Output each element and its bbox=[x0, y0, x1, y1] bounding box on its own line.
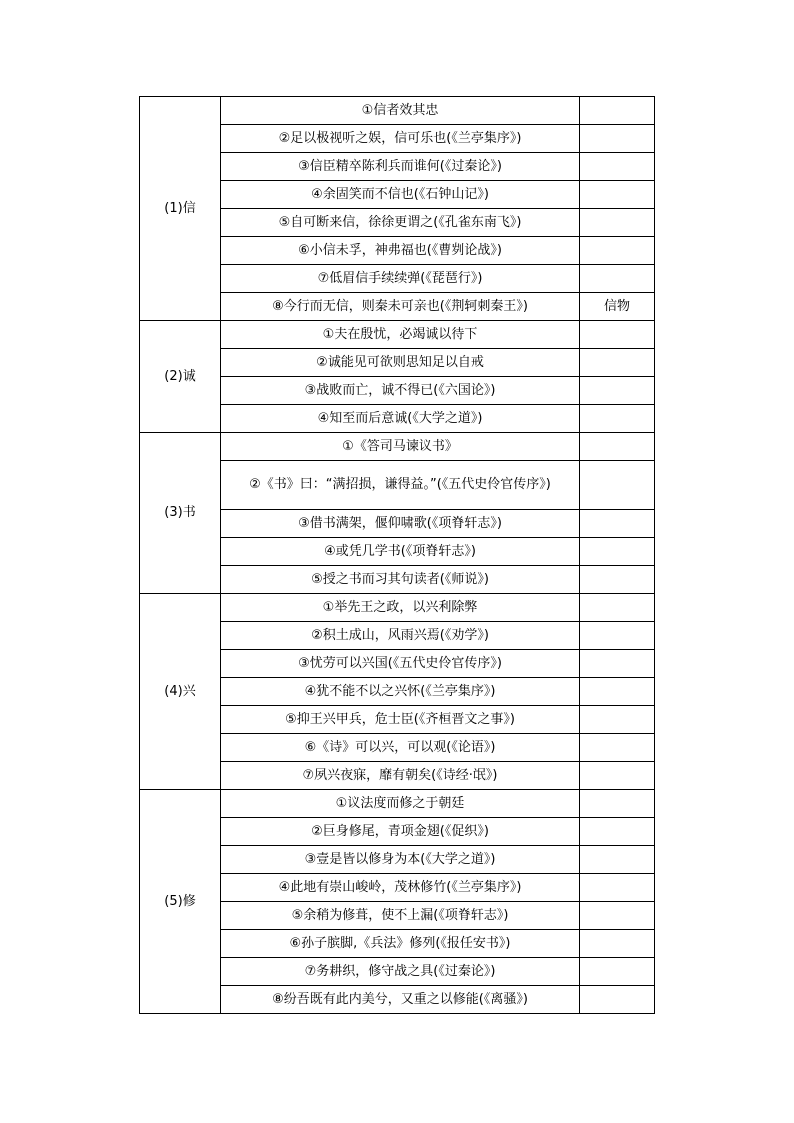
meaning-cell bbox=[580, 97, 655, 125]
example-sentence-cell: ③战败而亡，诚不得已(《六国论》) bbox=[221, 377, 580, 405]
meaning-cell bbox=[580, 153, 655, 181]
meaning-cell: 信物 bbox=[580, 293, 655, 321]
example-sentence-cell: ⑤授之书而习其句读者(《师说》) bbox=[221, 566, 580, 594]
meaning-cell bbox=[580, 874, 655, 902]
meaning-cell bbox=[580, 650, 655, 678]
meaning-cell bbox=[580, 566, 655, 594]
example-sentence-cell: ⑥小信未孚，神弗福也(《曹刿论战》) bbox=[221, 237, 580, 265]
meaning-cell bbox=[580, 461, 655, 510]
meaning-cell bbox=[580, 818, 655, 846]
example-sentence-cell: ⑤抑王兴甲兵，危士臣(《齐桓晋文之事》) bbox=[221, 706, 580, 734]
meaning-cell bbox=[580, 510, 655, 538]
example-sentence-cell: ②诚能见可欲则思知足以自戒 bbox=[221, 349, 580, 377]
example-sentence-cell: ⑦低眉信手续续弹(《琵琶行》) bbox=[221, 265, 580, 293]
example-sentence-cell: ⑤余稍为修葺，使不上漏(《项脊轩志》) bbox=[221, 902, 580, 930]
meaning-cell bbox=[580, 377, 655, 405]
keyword-cell: (3)书 bbox=[140, 433, 221, 594]
example-sentence-cell: ③信臣精卒陈利兵而谁何(《过秦论》) bbox=[221, 153, 580, 181]
example-sentence-cell: ⑥孙子膑脚,《兵法》修列(《报任安书》) bbox=[221, 930, 580, 958]
example-sentence-cell: ④余固笑而不信也(《石钟山记》) bbox=[221, 181, 580, 209]
example-sentence-cell: ①举先王之政，以兴利除弊 bbox=[221, 594, 580, 622]
meaning-cell bbox=[580, 538, 655, 566]
example-sentence-cell: ①议法度而修之于朝廷 bbox=[221, 790, 580, 818]
meaning-cell bbox=[580, 237, 655, 265]
meaning-cell bbox=[580, 125, 655, 153]
vocabulary-table bbox=[139, 96, 655, 1014]
example-sentence-cell: ①信者效其忠 bbox=[221, 97, 580, 125]
example-sentence-cell: ②足以极视听之娱，信可乐也(《兰亭集序》) bbox=[221, 125, 580, 153]
keyword-cell: (1)信 bbox=[140, 97, 221, 321]
meaning-cell bbox=[580, 762, 655, 790]
meaning-cell bbox=[580, 706, 655, 734]
example-sentence-cell: ⑦夙兴夜寐，靡有朝矣(《诗经·氓》) bbox=[221, 762, 580, 790]
example-sentence-cell: ④或凭几学书(《项脊轩志》) bbox=[221, 538, 580, 566]
example-sentence-cell: ⑧纷吾既有此内美兮，又重之以修能(《离骚》) bbox=[221, 986, 580, 1014]
meaning-cell bbox=[580, 846, 655, 874]
example-sentence-cell: ③忧劳可以兴国(《五代史伶官传序》) bbox=[221, 650, 580, 678]
example-sentence-cell: ②巨身修尾，青项金翅(《促织》) bbox=[221, 818, 580, 846]
example-sentence-cell: ③壹是皆以修身为本(《大学之道》) bbox=[221, 846, 580, 874]
vocabulary-table-body bbox=[140, 97, 655, 1014]
example-sentence-cell: ①夫在殷忧，必竭诚以待下 bbox=[221, 321, 580, 349]
meaning-cell bbox=[580, 209, 655, 237]
example-sentence-cell: ④知至而后意诚(《大学之道》) bbox=[221, 405, 580, 433]
keyword-cell: (4)兴 bbox=[140, 594, 221, 790]
meaning-cell bbox=[580, 265, 655, 293]
example-sentence-cell: ②积土成山，风雨兴焉(《劝学》) bbox=[221, 622, 580, 650]
example-sentence-cell: ⑥《诗》可以兴，可以观(《论语》) bbox=[221, 734, 580, 762]
example-sentence-cell: ⑦务耕织，修守战之具(《过秦论》) bbox=[221, 958, 580, 986]
table-row bbox=[140, 97, 655, 125]
meaning-cell bbox=[580, 902, 655, 930]
meaning-cell bbox=[580, 405, 655, 433]
example-sentence-cell: ④犹不能不以之兴怀(《兰亭集序》) bbox=[221, 678, 580, 706]
meaning-cell bbox=[580, 181, 655, 209]
keyword-cell: (2)诚 bbox=[140, 321, 221, 433]
table-row bbox=[140, 433, 655, 461]
example-sentence-cell: ③借书满架，偃仰啸歌(《项脊轩志》) bbox=[221, 510, 580, 538]
meaning-cell bbox=[580, 594, 655, 622]
meaning-cell bbox=[580, 433, 655, 461]
meaning-cell bbox=[580, 678, 655, 706]
meaning-cell bbox=[580, 790, 655, 818]
meaning-cell bbox=[580, 958, 655, 986]
example-sentence-cell: ①《答司马谏议书》 bbox=[221, 433, 580, 461]
keyword-cell: (5)修 bbox=[140, 790, 221, 1014]
meaning-cell bbox=[580, 622, 655, 650]
meaning-cell bbox=[580, 349, 655, 377]
example-sentence-cell: ⑧今行而无信，则秦未可亲也(《荆轲刺秦王》) bbox=[221, 293, 580, 321]
meaning-cell bbox=[580, 734, 655, 762]
table-row bbox=[140, 594, 655, 622]
example-sentence-cell: ④此地有崇山峻岭，茂林修竹(《兰亭集序》) bbox=[221, 874, 580, 902]
meaning-cell bbox=[580, 930, 655, 958]
example-sentence-cell: ②《书》曰：“满招损，谦得益。”(《五代史伶官传序》) bbox=[221, 461, 580, 510]
example-sentence-cell: ⑤自可断来信，徐徐更谓之(《孔雀东南飞》) bbox=[221, 209, 580, 237]
meaning-cell bbox=[580, 986, 655, 1014]
meaning-cell bbox=[580, 321, 655, 349]
table-row bbox=[140, 790, 655, 818]
table-row bbox=[140, 321, 655, 349]
